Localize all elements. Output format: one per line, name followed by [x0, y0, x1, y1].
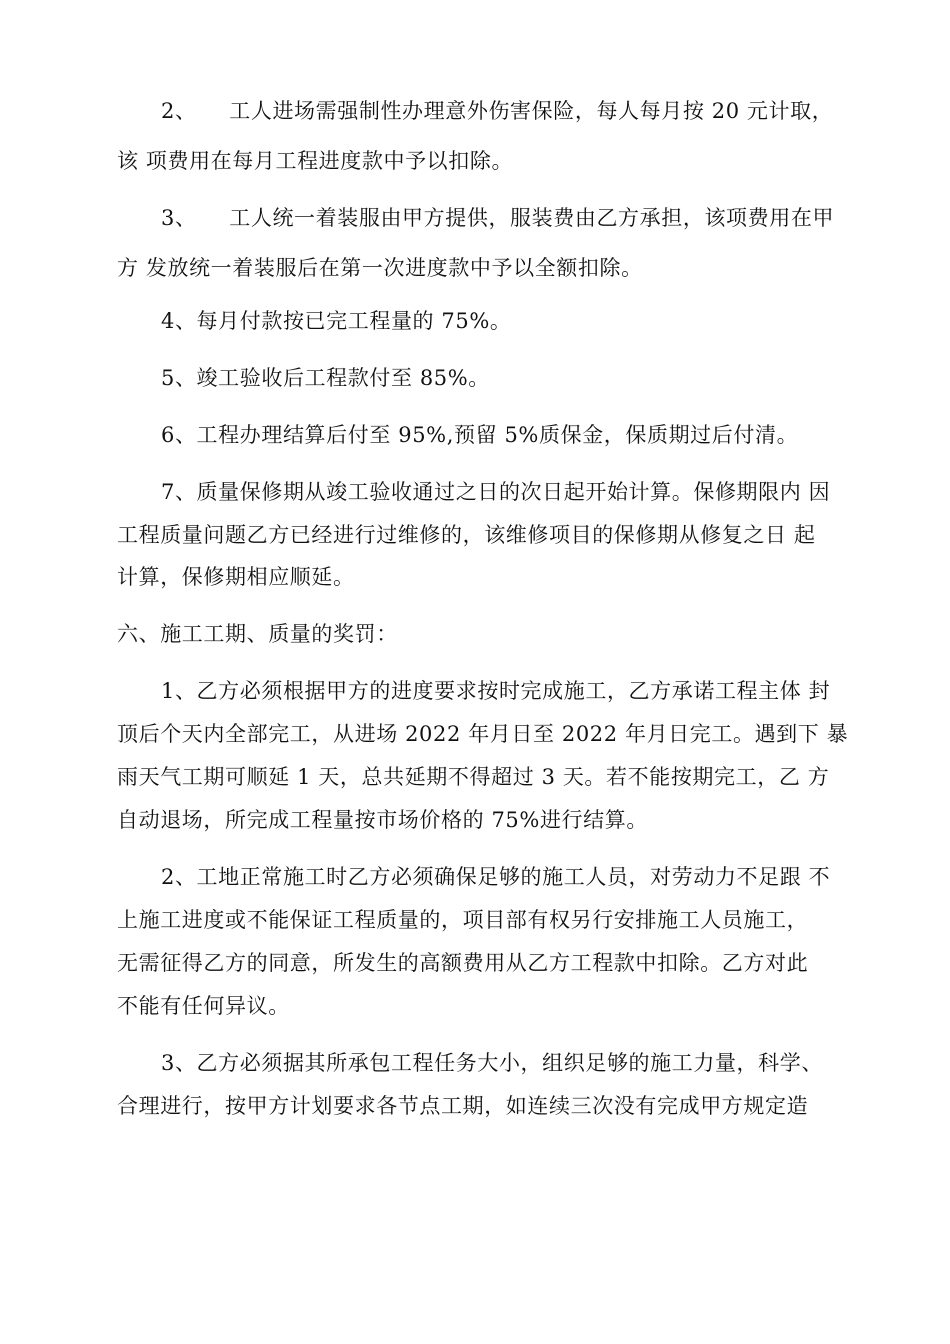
text-line: 计算，保修期相应顺延。 — [117, 565, 355, 589]
text-line: 雨天气工期可顺延 1 天，总共延期不得超过 3 天。若不能按期完工，乙 方 — [117, 765, 830, 789]
text-line: 2、工地正常施工时乙方必须确保足够的施工人员，对劳动力不足跟 不 — [161, 865, 831, 889]
text-line: 3、乙方必须据其所承包工程任务大小，组织足够的施工力量，科学、 — [161, 1051, 823, 1075]
text-line: 顶后个天内全部完工，从进场 2022 年月日至 2022 年月日完工。遇到下 暴 — [117, 722, 849, 746]
text-line: 3、 工人统一着装服由甲方提供，服装费由乙方承担，该项费用在甲 — [161, 206, 835, 230]
text-line: 合理进行，按甲方计划要求各节点工期，如连续三次没有完成甲方规定造 — [117, 1094, 809, 1118]
text-line: 该 项费用在每月工程进度款中予以扣除。 — [117, 149, 514, 173]
text-line: 7、质量保修期从竣工验收通过之日的次日起开始计算。保修期限内 因 — [161, 480, 831, 504]
text-line: 自动退场，所完成工程量按市场价格的 75%进行结算。 — [117, 808, 648, 832]
text-line: 不能有任何异议。 — [117, 994, 290, 1018]
text-line: 上施工进度或不能保证工程质量的，项目部有权另行安排施工人员施工， — [117, 908, 809, 932]
text-line: 4、每月付款按已完工程量的 75%。 — [161, 309, 512, 333]
text-line: 6、工程办理结算后付至 95%,预留 5%质保金，保质期过后付清。 — [161, 423, 799, 447]
text-line: 工程质量问题乙方已经进行过维修的，该维修项目的保修期从修复之日 起 — [117, 523, 816, 547]
text-line: 方 发放统一着装服后在第一次进度款中予以全额扣除。 — [117, 256, 643, 280]
text-line: 无需征得乙方的同意，所发生的高额费用从乙方工程款中扣除。乙方对此 — [117, 951, 809, 975]
text-line: 5、竣工验收后工程款付至 85%。 — [161, 366, 490, 390]
text-line: 1、乙方必须根据甲方的进度要求按时完成施工，乙方承诺工程主体 封 — [161, 679, 831, 703]
text-line: 2、 工人进场需强制性办理意外伤害保险，每人每月按 20 元计取， — [161, 99, 834, 123]
section-heading: 六、施工工期、质量的奖罚： — [117, 622, 398, 646]
